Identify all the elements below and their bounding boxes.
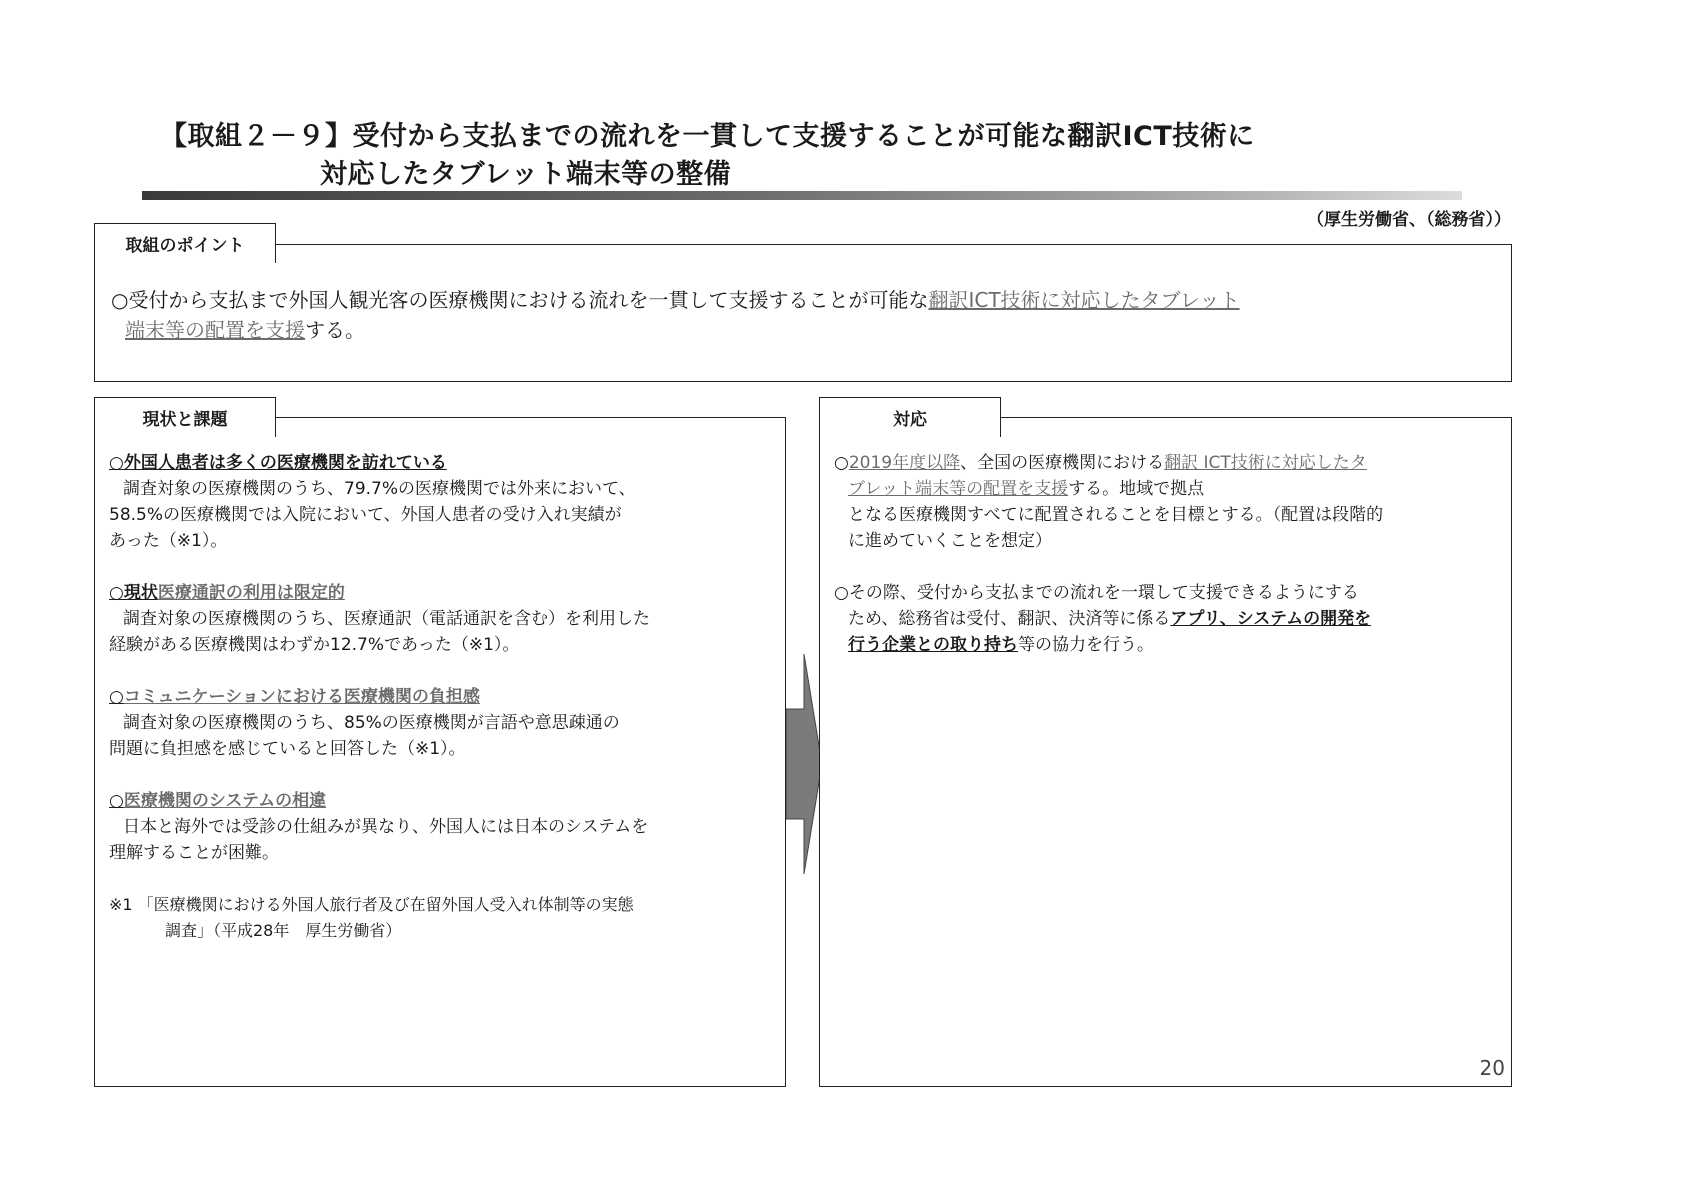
response-line: ○その際、受付から支払までの流れを一環して支援できるようにする: [834, 583, 1359, 603]
status-body-line: 調査対象の医療機関のうち、85%の医療機関が言語や意思疎通の: [123, 713, 620, 733]
status-body-line: 問題に負担感を感じていると回答した（※1）。: [109, 739, 466, 759]
response-line: 行う企業との取り持ち等の協力を行う。: [848, 635, 1154, 655]
status-body-line: 経験がある医療機関はわずか12.7%であった（※1）。: [109, 635, 520, 655]
status-body-line: あった（※1）。: [109, 531, 228, 551]
response-section-tab: [819, 397, 1001, 437]
page-title: [160, 118, 1460, 194]
status-item-2: [109, 580, 774, 658]
right-arrow-icon: [786, 654, 822, 874]
point-section-label: 取組のポイント: [125, 236, 245, 256]
title-line-2: 対応したタブレット端末等の整備: [320, 159, 732, 190]
point-prefix: ○受付から支払まで外国人観光客の医療機関における流れを一貫して支援することが可能な: [111, 288, 929, 312]
status-body-line: 58.5%の医療機関では入院において、外国人患者の受け入れ実績が: [109, 505, 622, 525]
point-suffix: する。: [305, 318, 365, 342]
footnote-line-2: 調査」（平成28年 厚生労働省）: [165, 921, 402, 940]
status-section: [94, 417, 786, 1087]
status-heading-1: ○外国人患者は多くの医療機関を訪れている: [109, 453, 447, 473]
footnote: [109, 892, 774, 944]
status-section-tab: [94, 397, 276, 437]
response-line: となる医療機関すべてに配置されることを目標とする。（配置は段階的: [848, 505, 1384, 525]
point-section-tab: [94, 223, 276, 263]
ministry-attribution: （厚生労働省、（総務省））: [1307, 210, 1511, 230]
footnote-line-1: ※1 「医療機関における外国人旅行者及び在留外国人受入れ体制等の実態: [109, 895, 634, 914]
response-item-1: [834, 450, 1502, 554]
status-text: [109, 450, 774, 944]
response-line: ○2019年度以降、全国の医療機関における翻訳 ICT技術に対応したタ: [834, 453, 1367, 473]
point-link-2: 端末等の配置を支援: [125, 318, 305, 342]
status-body-line: 調査対象の医療機関のうち、医療通訳（電話通訳を含む）を利用した: [123, 609, 650, 629]
status-body-line: 調査対象の医療機関のうち、79.7%の医療機関では外来において、: [123, 479, 636, 499]
status-item-3: [109, 684, 774, 762]
response-line: に進めていくことを想定）: [848, 531, 1052, 551]
response-text: [834, 450, 1502, 684]
status-heading-2: ○現状医療通訳の利用は限定的: [109, 583, 345, 603]
point-section: [94, 244, 1512, 382]
response-section: [819, 417, 1512, 1087]
status-heading-3: ○コミュニケーションにおける医療機関の負担感: [109, 687, 480, 707]
point-text: [111, 285, 1491, 345]
status-body-line: 理解することが困難。: [109, 843, 279, 863]
response-line: ため、総務省は受付、翻訳、決済等に係るアプリ、システムの開発を: [848, 609, 1372, 629]
page-number: 20: [1479, 1056, 1505, 1080]
title-line-1: 【取組２－９】受付から支払までの流れを一貫して支援することが可能な翻訳ICT技術に: [160, 121, 1255, 152]
response-section-label: 対応: [893, 410, 927, 430]
response-item-2: [834, 580, 1502, 658]
title-underline-bar: [142, 191, 1462, 200]
status-heading-4: ○医療機関のシステムの相違: [109, 791, 327, 811]
status-item-4: [109, 788, 774, 866]
status-item-1: [109, 450, 774, 554]
status-section-label: 現状と課題: [142, 410, 228, 430]
response-line: ブレット端末等の配置を支援する。地域で拠点: [848, 479, 1205, 499]
status-body-line: 日本と海外では受診の仕組みが異なり、外国人には日本のシステムを: [123, 817, 649, 837]
point-link-1: 翻訳ICT技術に対応したタブレット: [928, 288, 1240, 312]
